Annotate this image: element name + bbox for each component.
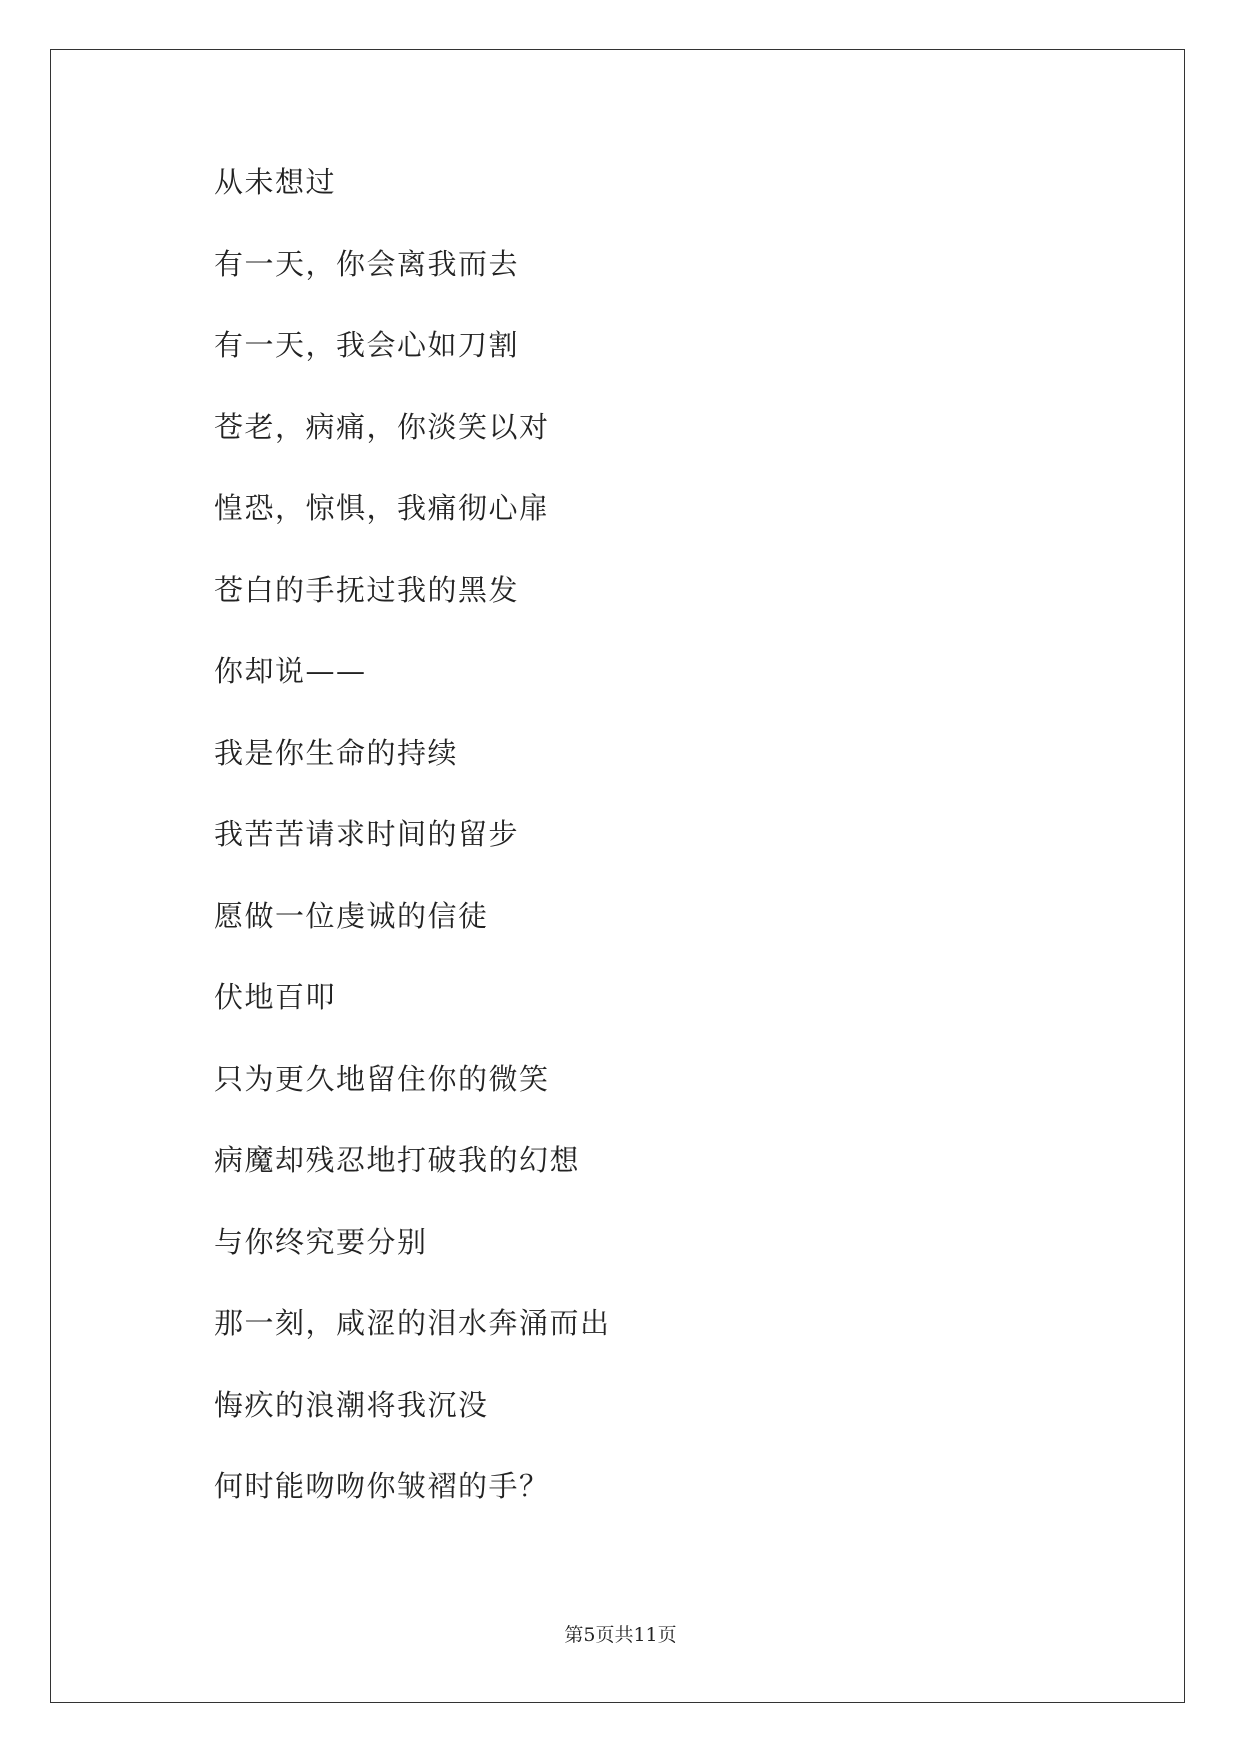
poem-line: 有一天，我会心如刀割 (214, 328, 520, 362)
poem-line: 病魔却残忍地打破我的幻想 (214, 1143, 581, 1177)
poem-line: 有一天，你会离我而去 (214, 246, 520, 281)
poem-line: 悔疚的浪潮将我沉没 (214, 1387, 489, 1422)
total-page-count: 共11页 (614, 1624, 677, 1646)
poem-line: 我是你生命的持续 (214, 735, 459, 770)
poem-line: 苍白的手抚过我的黑发 (214, 572, 520, 607)
poem-line: 伏地百叩 (214, 980, 337, 1014)
page-footer (0, 1620, 1241, 1647)
poem-line: 那一刻，咸涩的泪水奔涌而出 (214, 1306, 611, 1340)
poem-line: 惶恐，惊惧，我痛彻心扉 (214, 491, 550, 525)
poem-line: 与你终究要分别 (214, 1224, 428, 1259)
poem-line: 苍老，病痛，你淡笑以对 (214, 409, 550, 444)
poem-line: 何时能吻吻你皱褶的手？ (214, 1469, 550, 1503)
poem-line: 我苦苦请求时间的留步 (214, 817, 520, 851)
poem-line: 你却说—— (214, 654, 367, 688)
poem-line: 愿做一位虔诚的信徒 (214, 898, 489, 933)
poem-line: 只为更久地留住你的微笑 (214, 1061, 550, 1096)
current-page-number: 第5页 (564, 1624, 615, 1646)
poem-body (214, 166, 611, 1552)
poem-line: 从未想过 (214, 165, 337, 199)
